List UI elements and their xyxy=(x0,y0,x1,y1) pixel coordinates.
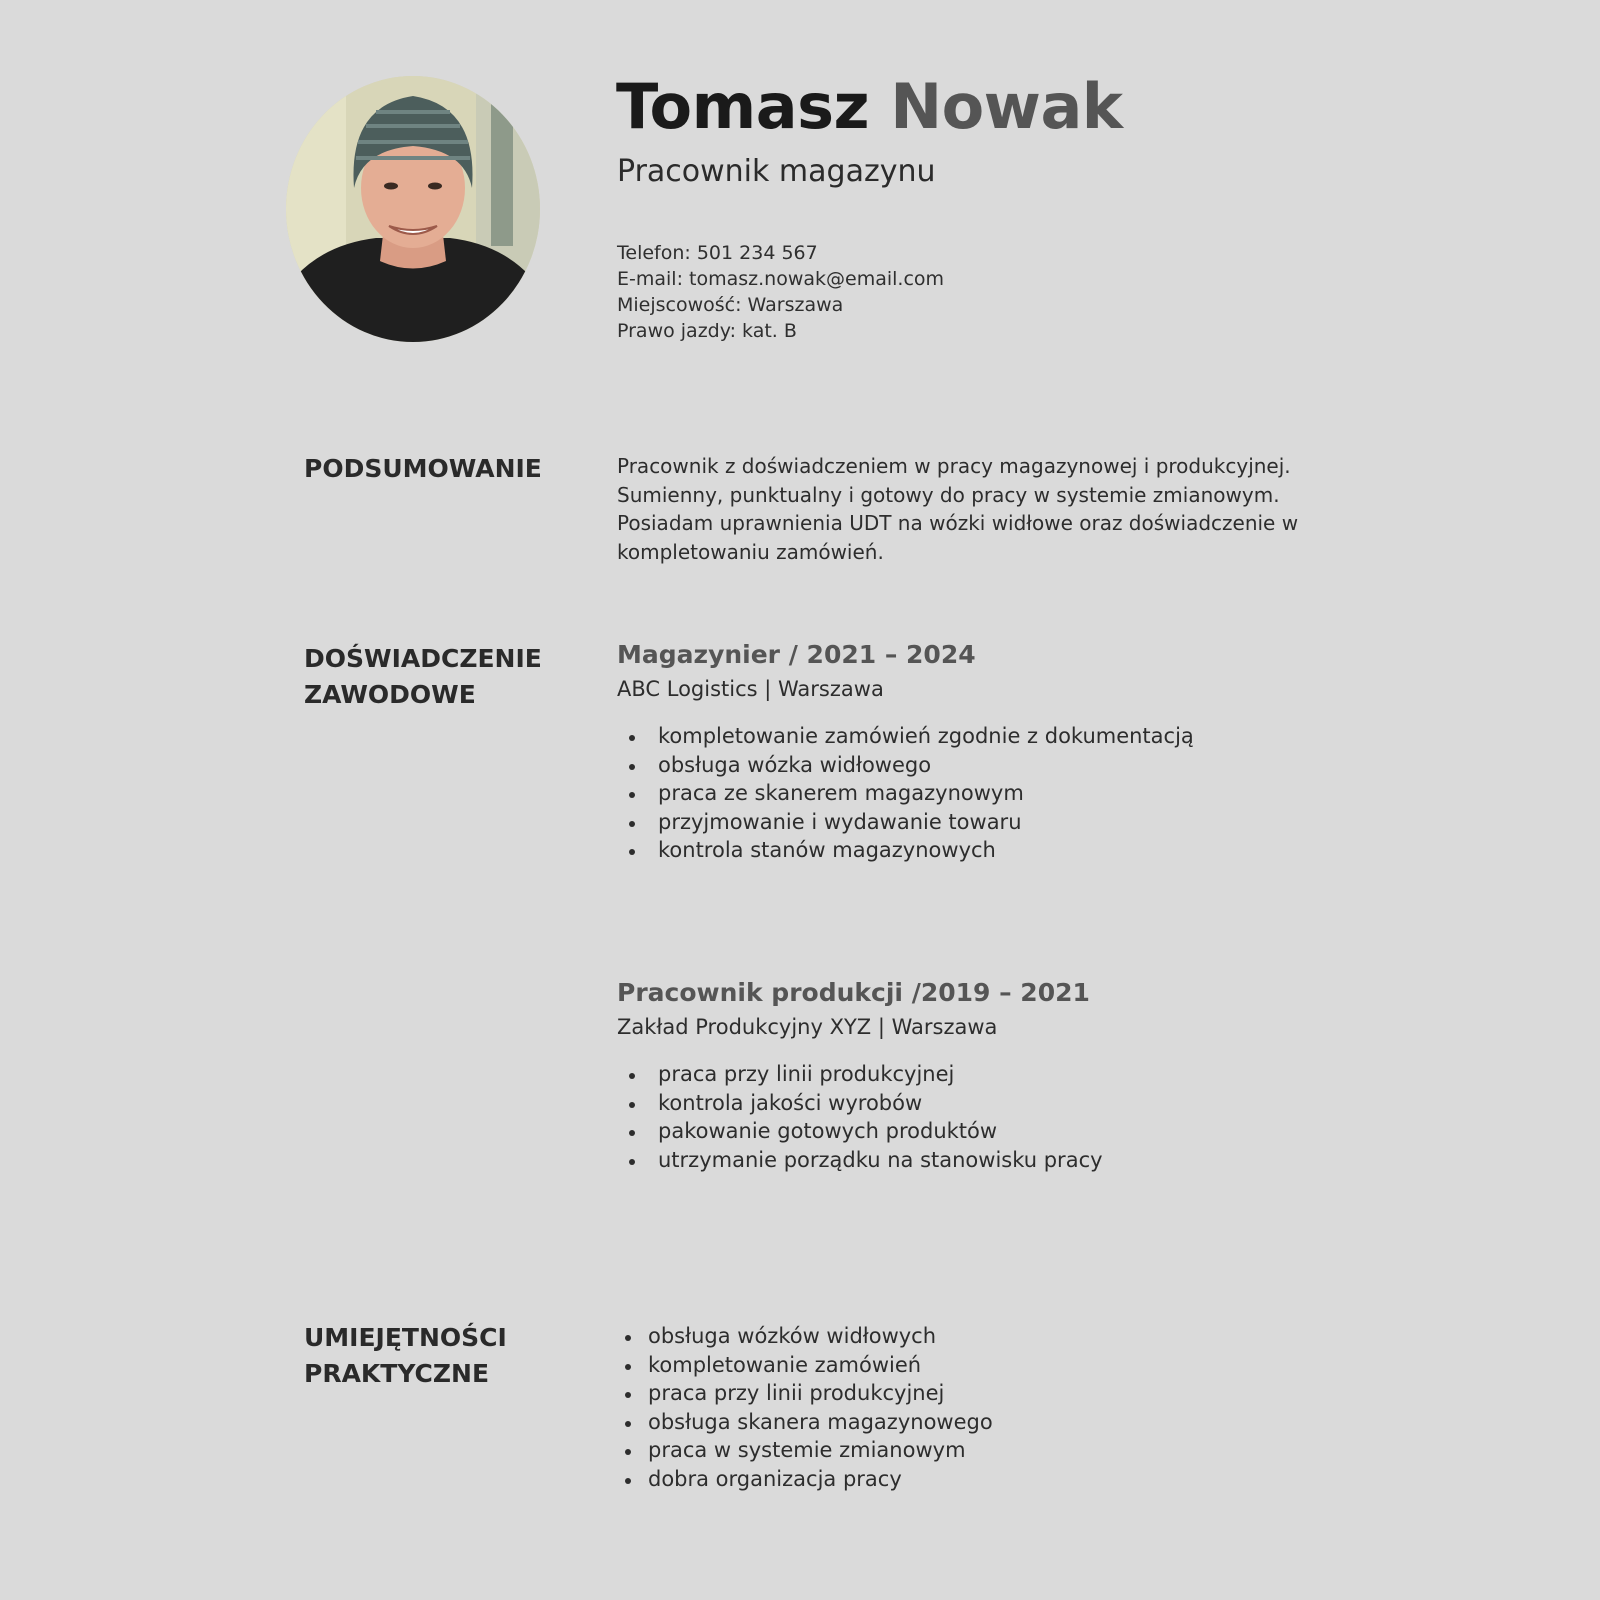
list-item: kontrola jakości wyrobów xyxy=(617,1089,1103,1118)
job-title: Pracownik magazynu xyxy=(617,154,936,189)
summary-text: Pracownik z doświadczeniem w pracy magazynowej i produkcyjnej. Sumienny, punktualny i gotowy do pracy w systemie zmianowym. Posiadam uprawnienia UDT na wózki widłowe oraz doświadczenie w kompletowaniu zamówień. xyxy=(617,454,1299,564)
first-name: Tomasz xyxy=(616,70,870,143)
full-name xyxy=(616,70,1123,144)
list-item: praca przy linii produkcyjnej xyxy=(617,1379,993,1408)
list-item: obsługa wózków widłowych xyxy=(617,1322,993,1351)
skills-heading-line1: UMIEJĘTNOŚCI xyxy=(304,1323,507,1352)
experience-heading-line2: ZAWODOWE xyxy=(304,680,476,709)
job-2-duties xyxy=(617,1060,1103,1174)
profile-photo xyxy=(286,76,540,342)
job-1-duties xyxy=(617,722,1194,865)
list-item: obsługa skanera magazynowego xyxy=(617,1408,993,1437)
list-item: obsługa wózka widłowego xyxy=(617,751,1194,780)
list-item: kontrola stanów magazynowych xyxy=(617,836,1194,865)
contact-phone: Telefon: 501 234 567 xyxy=(617,242,818,264)
list-item: przyjmowanie i wydawanie towaru xyxy=(617,808,1194,837)
list-item: praca przy linii produkcyjnej xyxy=(617,1060,1103,1089)
job-1-company: ABC Logistics | Warszawa xyxy=(617,677,884,701)
contact-info xyxy=(617,240,944,344)
list-item: praca ze skanerem magazynowym xyxy=(617,779,1194,808)
list-item: praca w systemie zmianowym xyxy=(617,1436,993,1465)
list-item: utrzymanie porządku na stanowisku pracy xyxy=(617,1146,1103,1175)
list-item: dobra organizacja pracy xyxy=(617,1465,993,1494)
job-2-company: Zakład Produkcyjny XYZ | Warszawa xyxy=(617,1015,998,1039)
last-name: Nowak xyxy=(890,70,1123,143)
skills-heading xyxy=(304,1320,507,1392)
experience-heading xyxy=(304,641,542,713)
skills-heading-line2: PRAKTYCZNE xyxy=(304,1359,490,1388)
list-item: pakowanie gotowych produktów xyxy=(617,1117,1103,1146)
skills-list xyxy=(617,1322,993,1493)
list-item: kompletowanie zamówień xyxy=(617,1351,993,1380)
contact-city: Miejscowość: Warszawa xyxy=(617,294,844,316)
experience-heading-line1: DOŚWIADCZENIE xyxy=(304,644,542,673)
contact-driving-license: Prawo jazdy: kat. B xyxy=(617,320,797,342)
job-1-title: Magazynier / 2021 – 2024 xyxy=(617,640,976,669)
contact-email: E-mail: tomasz.nowak@email.com xyxy=(617,268,945,290)
job-2-title: Pracownik produkcji /2019 – 2021 xyxy=(617,978,1090,1007)
list-item: kompletowanie zamówień zgodnie z dokumentacją xyxy=(617,722,1194,751)
summary-heading: PODSUMOWANIE xyxy=(304,454,542,483)
